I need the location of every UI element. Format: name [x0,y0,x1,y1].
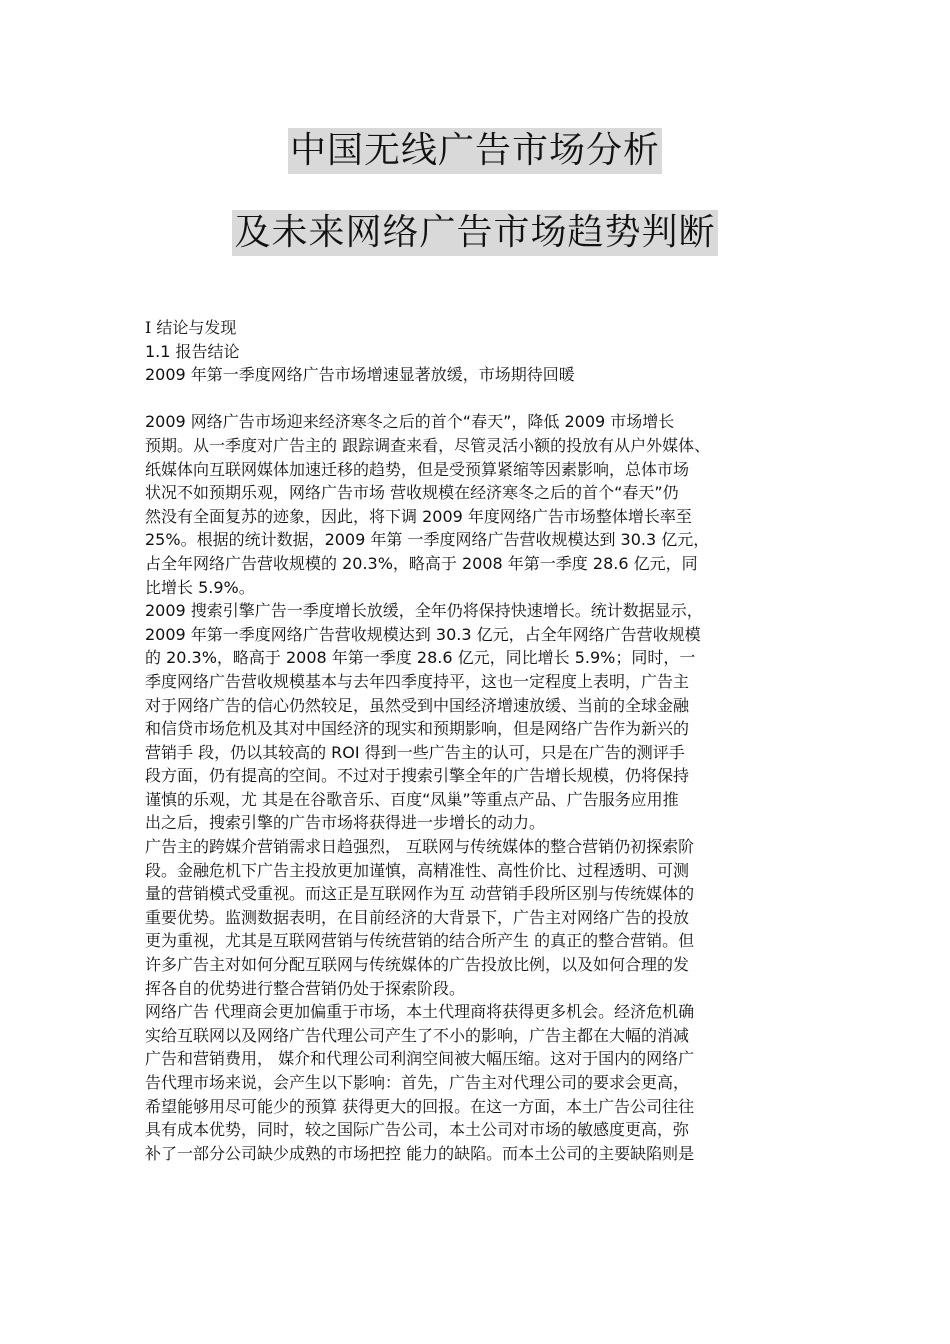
title-line-1: 中国无线广告市场分析 [288,128,662,174]
text-line: 对于网络广告的信心仍然较足，虽然受到中国经济增速放缓、当前的全球金融 [145,695,690,715]
text-line: 季度网络广告营收规模基本与去年四季度持平，这也一定程度上表明，广告主 [145,671,690,691]
text-line: 希望能够用尽可能少的预算 获得更大的回报。在这一方面，本土广告公司往往 [145,1096,695,1116]
title-line-2: 及未来网络广告市场趋势判断 [232,210,717,256]
text-line: 重要优势。监测数据表明，在目前经济的大背景下，广告主对网络广告的投放 [145,907,690,927]
text-line: 告代理市场来说，会产生以下影响：首先，广告主对代理公司的要求会更高， [145,1073,690,1092]
text-line: 段方面，仍有提高的空间。不过对于搜索引擎全年的广告增长规模，仍将保持 [145,766,690,786]
text-line: 实给互联网以及网络广告代理公司产生了不小的影响，广告主都在大幅的消减 [145,1025,690,1045]
text-line: 2009 搜索引擎广告一季度增长放缓，全年仍将保持快速增长。统计数据显示， [145,601,703,621]
text-line: 2009 年第一季度网络广告营收规模达到 30.3 亿元，占全年网络广告营收规模 [145,624,701,644]
text-line: 预期。从一季度对广告主的 跟踪调查来看，尽管灵活小额的投放有从户外媒体、 [145,435,711,455]
text-line: 纸媒体向互联网媒体加速迁移的趋势，但是受预算紧缩等因素影响，总体市场 [145,459,690,479]
title-block [0,128,950,256]
text-line: 广告和营销费用， 媒介和代理公司利润空间被大幅压缩。这对于国内的网络广 [145,1049,695,1069]
text-line: 段。金融危机下广告主投放更加谨慎，高精准性、高性价比、过程透明、可测 [145,860,690,880]
text-line: 的 20.3%，略高于 2008 年第一季度 28.6 亿元，同比增长 5.9%；同时，一 [145,648,696,668]
body-text [145,316,815,1165]
text-line: 然没有全面复苏的迹象，因此，将下调 2009 年度网络广告市场整体增长率至 [145,506,692,526]
section-summary: 2009 年第一季度网络广告市场增速显著放缓，市场期待回暖 [145,365,575,385]
text-line: 比增长 5.9%。 [145,577,255,597]
text-line: 出之后，搜索引擎的广告市场将获得进一步增长的动力。 [145,813,546,833]
text-line: 2009 网络广告市场迎来经济寒冬之后的首个“春天”，降低 2009 市场增长 [145,412,675,432]
text-line: 状况不如预期乐观，网络广告市场 营收规模在经济寒冬之后的首个“春天”仍 [145,483,679,503]
text-line: 量的营销模式受重视。而这正是互联网作为互 动营销手段所区别与传统媒体的 [145,884,695,904]
text-line: 谨慎的乐观，尤 其是在谷歌音乐、百度“凤巢”等重点产品、广告服务应用推 [145,789,679,809]
paragraph-spacer [145,387,815,411]
text-line: 许多广告主对如何分配互联网与传统媒体的广告投放比例，以及如何合理的发 [145,955,690,975]
text-line: 具有成本优势，同时，较之国际广告公司，本土公司对市场的敏感度更高，弥 [145,1120,690,1140]
text-line: 更为重视，尤其是互联网营销与传统营销的结合所产生 的真正的整合营销。但 [145,931,695,951]
text-line: 广告主的跨媒介营销需求日趋强烈， 互联网与传统媒体的整合营销仍初探索阶 [145,837,695,857]
text-line: 挥各自的优势进行整合营销仍处于探索阶段。 [145,978,466,998]
section-subheading: 1.1 报告结论 [145,341,240,361]
text-line: 和信贷市场危机及其对中国经济的现实和预期影响，但是网络广告作为新兴的 [145,719,690,739]
section-heading: Ⅰ 结论与发现 [145,318,237,337]
text-line: 营销手 段，仍以其较高的 ROI 得到一些广告主的认可，只是在广告的测评手 [145,742,685,762]
text-line: 占全年网络广告营收规模的 20.3%，略高于 2008 年第一季度 28.6 亿元，同 [145,553,698,573]
text-line: 网络广告 代理商会更加偏重于市场，本土代理商将获得更多机会。经济危机确 [145,1002,695,1022]
text-line: 补了一部分公司缺少成熟的市场把控 能力的缺陷。而本土公司的主要缺陷则是 [145,1143,695,1163]
text-line: 25%。根据的统计数据，2009 年第 一季度网络广告营收规模达到 30.3 亿元， [145,530,710,550]
